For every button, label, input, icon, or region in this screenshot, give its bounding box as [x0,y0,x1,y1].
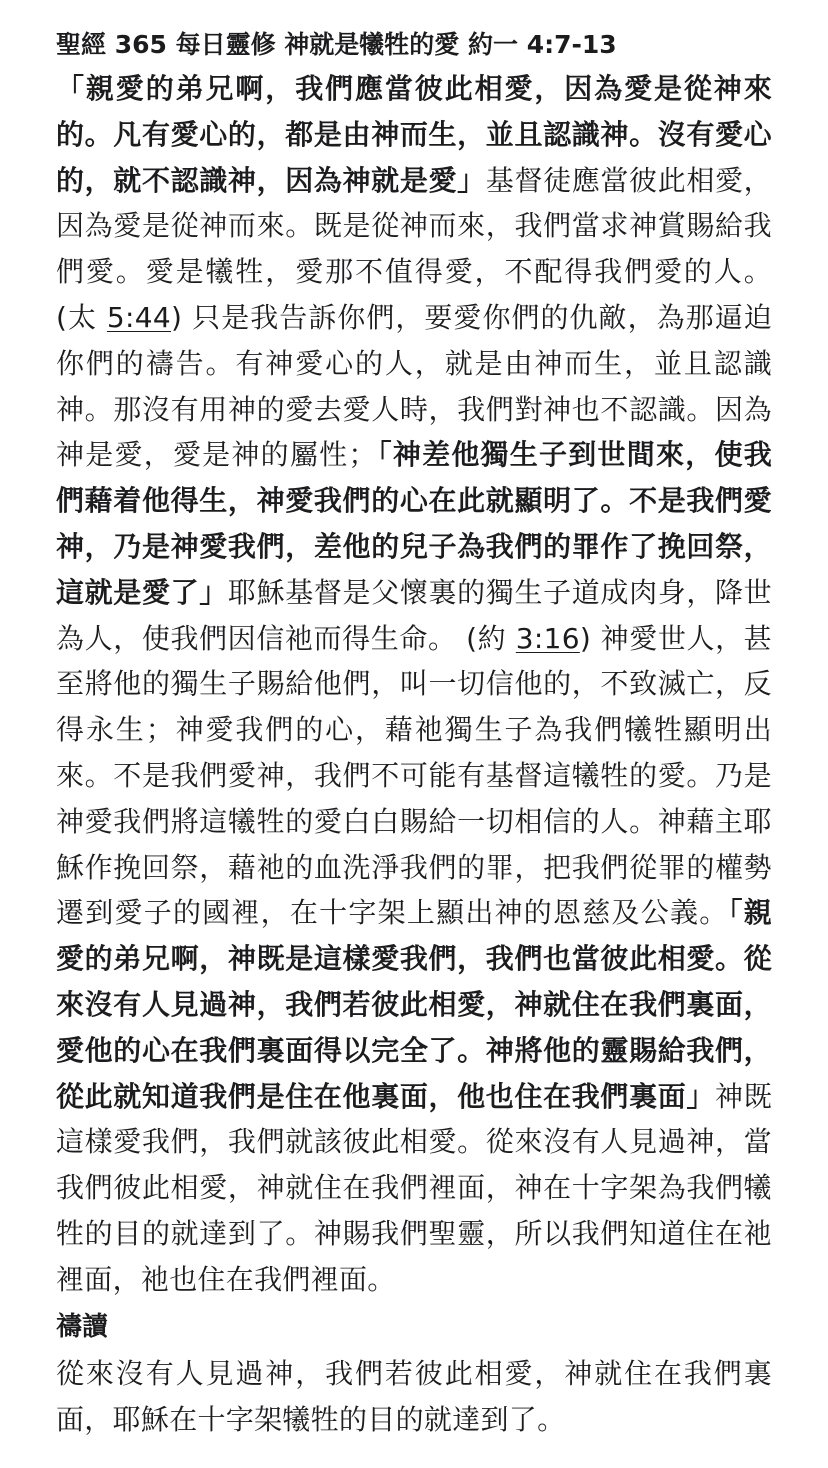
devotion-text-4: 神愛世人，甚至將他的獨生子賜給他們，叫一切信他的，不致滅亡，反得永生；神愛我們的心，藉祂獨生子為我們犧牲顯明出來。不是我們愛神，我們不可能有基督這犧牲的愛。乃是神愛我們將這犧牲的愛白白賜給一切相信的人。神藉主耶穌作挽回祭，藉祂的血洗淨我們的罪，把我們從罪的權勢遷到愛子的國裡，在十字架上顯出神的恩慈及公義。 [56,621,772,930]
ref-open-1: (太 [56,300,107,334]
prayer-text: 從來沒有人見過神，我們若彼此相愛，神就住在我們裏面，耶穌在十字架犧牲的目的就達到了。 [56,1356,772,1436]
prayer-heading: 禱讀 [56,1311,109,1342]
page-title: 聖經 365 每日靈修 神就是犧牲的愛 約一 4:7-13 [56,30,617,59]
scripture-quote-2: 「神差他獨生子到世間來，使我們藉着他得生，神愛我們的心在此就顯明了。不是我們愛神，乃是神愛我們，差他的兒子為我們的罪作了挽回祭，這就是愛了」 [56,438,772,609]
scripture-ref-link-1[interactable]: 5:44 [106,300,171,334]
devotion-page [56,24,772,1443]
scripture-quote-3: 「親愛的弟兄啊，神既是這樣愛我們，我們也當彼此相愛。從來沒有人見過神，我們若彼此相愛，神就住在我們裏面，愛他的心在我們裏面得以完全了。神將他的靈賜給我們，從此就知道我們是住在他裏面，他也住在我們裏面」 [56,896,772,1113]
devotion-text-1: 基督徒應當彼此相愛，因為愛是從神而來。既是從神而來，我們當求神賞賜給我們愛。愛是犧牲，愛那不值得愛，不配得我們愛的人。 [56,163,772,289]
devotion-text-2: 只是我告訴你們，要愛你們的仇敵，為那逼迫你們的禱告。有神愛心的人，就是由神而生，並且認識神。那沒有用神的愛去愛人時，我們對神也不認識。因為神是愛，愛是神的屬性； [56,300,773,472]
scripture-ref-link-2[interactable]: 3:16 [515,621,580,655]
scripture-quote-1: 「親愛的弟兄啊，我們應當彼此相愛，因為愛是從神來的。凡有愛心的，都是由神而生，並且認識神。沒有愛心的，就不認識神，因為神就是愛」 [56,72,772,197]
devotion-text-3: 耶穌基督是父懷裏的獨生子道成肉身，降世為人，使我們因信祂而得生命。 [56,575,772,655]
devotion-text-5: 神既這樣愛我們，我們就該彼此相愛。從來沒有人見過神，當我們彼此相愛，神就住在我們裡面，神在十字架為我們犧牲的目的就達到了。神賜我們聖靈，所以我們知道住在祂裡面，祂也住在我們裡面。 [56,1079,773,1296]
ref-open-2: (約 [466,621,516,655]
ref-close-1: ) [171,300,183,334]
ref-close-2: ) [579,621,592,655]
devotion-body [56,66,772,1303]
